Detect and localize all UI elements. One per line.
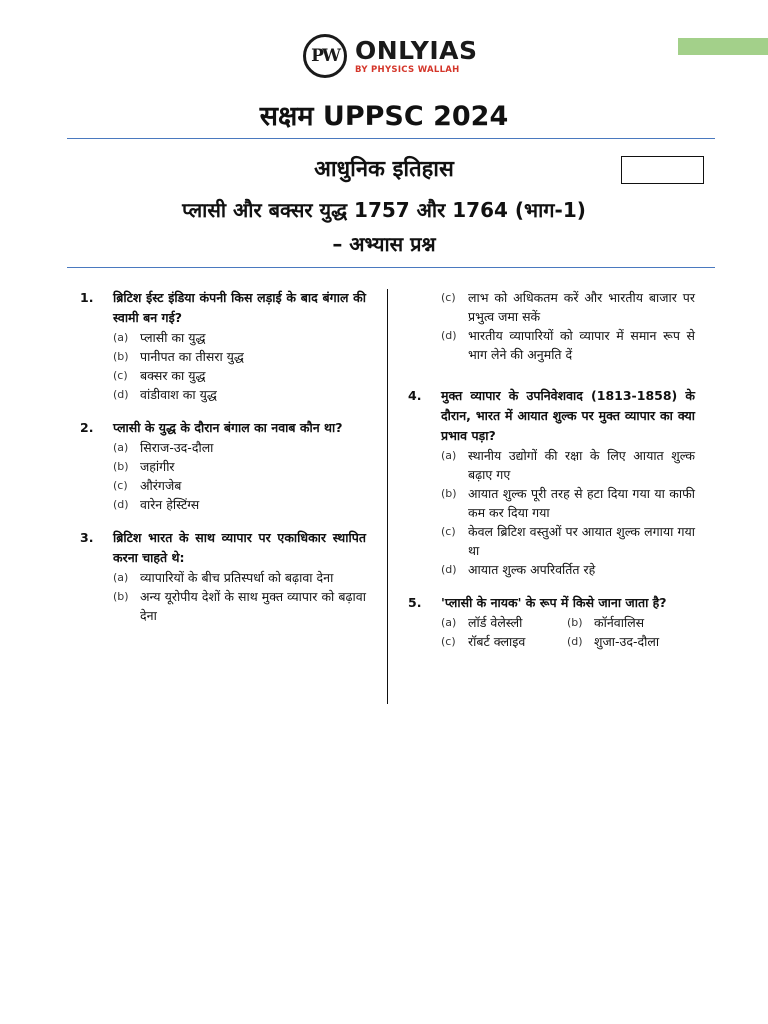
question-text: ब्रिटिश भारत के साथ व्यापार पर एकाधिकार स्थापित करना चाहते थे: bbox=[113, 530, 366, 565]
option: (c) बक्सर का युद्ध bbox=[113, 368, 206, 383]
option: (b) अन्य यूरोपीय देशों के साथ मुक्त व्यापार को बढ़ावा देना bbox=[113, 589, 366, 623]
page-title: सक्षम UPPSC 2024 bbox=[259, 101, 509, 132]
option: (a) लॉर्ड वेलेस्ली bbox=[441, 615, 523, 630]
question-number: 4. bbox=[408, 388, 422, 403]
right-column bbox=[408, 288, 695, 651]
column-divider bbox=[387, 289, 388, 704]
question-3 bbox=[80, 528, 366, 625]
question-number: 2. bbox=[80, 420, 94, 435]
option: (b) कॉर्नवालिस bbox=[567, 615, 645, 630]
option: (a) व्यापारियों के बीच प्रतिस्पर्धा को बढ़ावा देना bbox=[113, 570, 334, 585]
option: (d) वांडीवाश का युद्ध bbox=[113, 387, 217, 402]
option: (a) स्थानीय उद्योगों की रक्षा के लिए आयात शुल्क बढ़ाए गए bbox=[441, 448, 695, 482]
option: (c) केवल ब्रिटिश वस्तुओं पर आयात शुल्क लगाया गया था bbox=[441, 524, 695, 558]
option: (c) लाभ को अधिकतम करें और भारतीय बाजार पर प्रभुत्व जमा सकें bbox=[441, 290, 695, 324]
question-2 bbox=[80, 418, 366, 514]
divider-top bbox=[67, 138, 715, 139]
option: (a) सिराज-उद-दौला bbox=[113, 440, 214, 455]
question-5 bbox=[408, 593, 695, 651]
question-3-continued bbox=[408, 288, 695, 364]
question-number: 3. bbox=[80, 530, 94, 545]
option: (b) आयात शुल्क पूरी तरह से हटा दिया गया या काफी कम कर दिया गया bbox=[441, 486, 695, 520]
option: (a) प्लासी का युद्ध bbox=[113, 330, 206, 345]
divider-bottom bbox=[67, 267, 715, 268]
question-text: ब्रिटिश ईस्ट इंडिया कंपनी किस लड़ाई के बाद बंगाल की स्वामी बन गई? bbox=[113, 290, 366, 325]
question-text: मुक्त व्यापार के उपनिवेशवाद (1813-1858) के दौरान, भारत में आयात शुल्क पर मुक्त व्यापार का क्या प्रभाव पड़ा? bbox=[441, 388, 695, 443]
section-heading: – अभ्यास प्रश्न bbox=[332, 232, 436, 256]
question-number: 1. bbox=[80, 290, 94, 305]
corner-tab bbox=[678, 38, 768, 55]
left-column bbox=[80, 288, 366, 625]
option: (b) पानीपत का तीसरा युद्ध bbox=[113, 349, 244, 364]
pw-logo-icon: PW bbox=[303, 34, 347, 78]
question-1 bbox=[80, 288, 366, 404]
option: (d) भारतीय व्यापारियों को व्यापार में समान रूप से भाग लेने की अनुमति दें bbox=[441, 328, 695, 362]
option: (d) आयात शुल्क अपरिवर्तित रहे bbox=[441, 562, 596, 577]
topic-heading: प्लासी और बक्सर युद्ध 1757 और 1764 (भाग-1) bbox=[182, 198, 586, 222]
brand-subtitle: BY PHYSICS WALLAH bbox=[355, 64, 460, 75]
brand-name: ONLYIAS bbox=[355, 35, 478, 65]
question-number: 5. bbox=[408, 595, 422, 610]
option: (b) जहांगीर bbox=[113, 459, 175, 474]
code-box bbox=[621, 156, 704, 184]
question-text: प्लासी के युद्ध के दौरान बंगाल का नवाब कौन था? bbox=[113, 420, 343, 435]
option: (c) औरंगजेब bbox=[113, 478, 182, 493]
option: (d) शुजा-उद-दौला bbox=[567, 634, 660, 649]
question-text: 'प्लासी के नायक' के रूप में किसे जाना जाता है? bbox=[441, 595, 667, 610]
subject-heading: आधुनिक इतिहास bbox=[314, 157, 454, 182]
question-4 bbox=[408, 386, 695, 579]
option: (d) वारेन हेस्टिंग्स bbox=[113, 497, 200, 512]
brand-logo bbox=[303, 32, 477, 80]
option: (c) रॉबर्ट क्लाइव bbox=[441, 634, 526, 649]
